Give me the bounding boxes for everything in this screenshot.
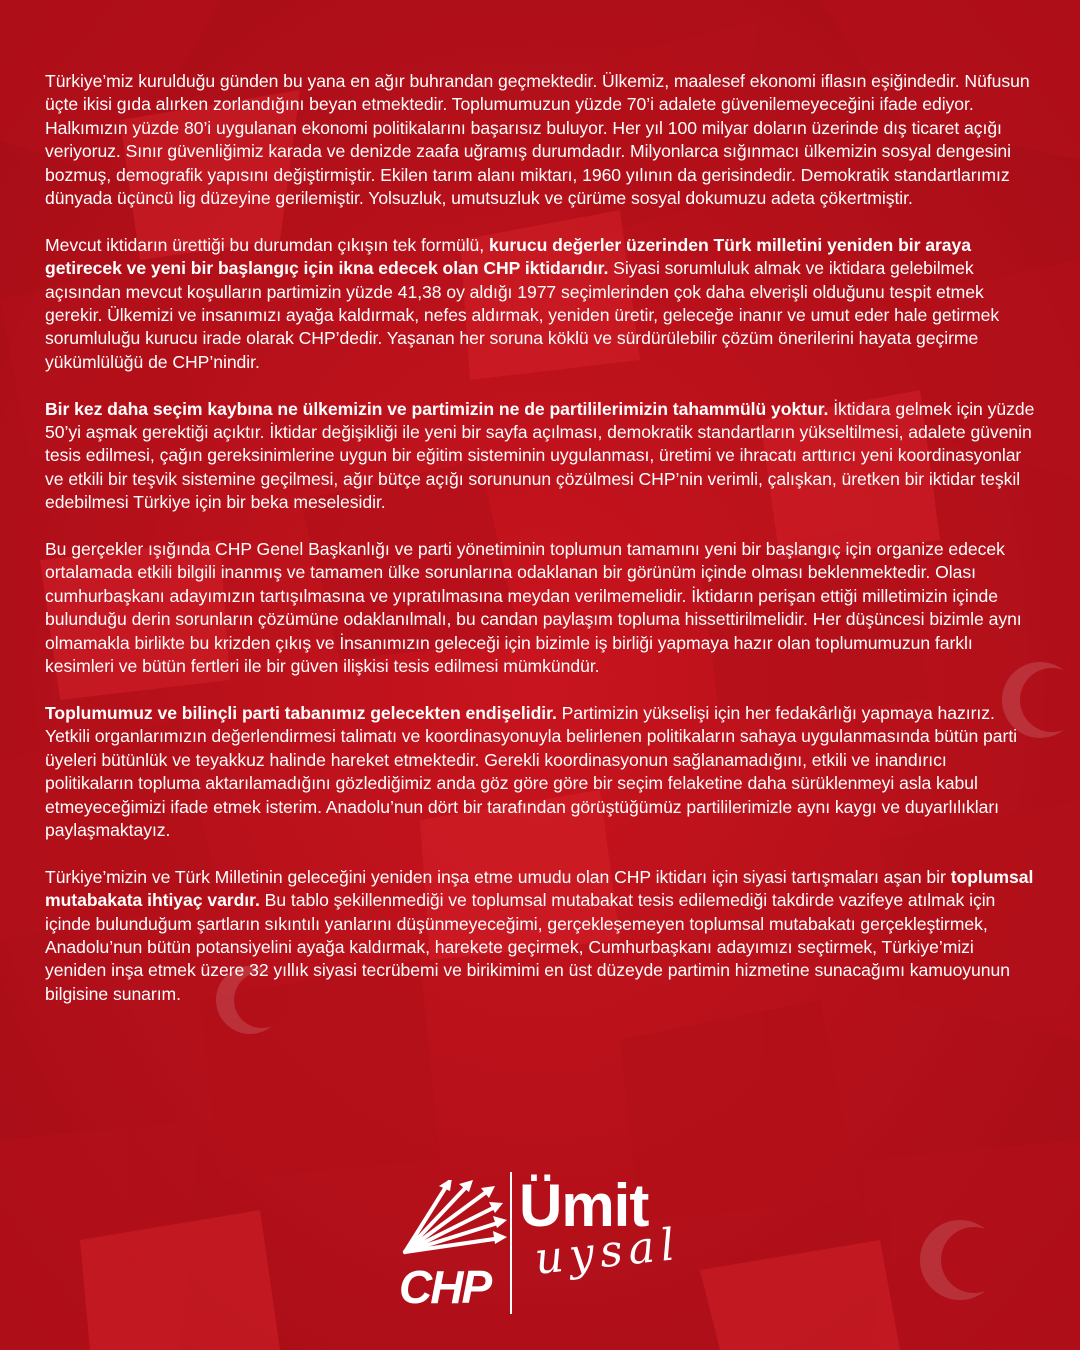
signature-logo <box>395 1172 695 1322</box>
paragraph-1: Türkiye’miz kurulduğu günden bu yana en ağır buhrandan geçmektedir. Ülkemiz, maalesef ekonomi iflasın eşiğindedir. Nüfusun üçte ikisi gıda alırken zorlandığını beyan etmektedir. Toplumumuzun yüzde 70’i adalete güvenilemeyeceğini ifade ediyor. Halkımızın yüzde 80’i uygulanan ekonomi politikalarını başarısız buluyor. Her yıl 100 milyar doların üzerinde dış ticaret açığı veriyoruz. Sınır güvenliğimiz karada ve denizde zaafa uğramış durumdadır. Milyonlarca sığınmacı ülkemizin sosyal dengesini bozmuş, demografik yapısını değiştirmiştir. Ekilen tarım alanı miktarı, 1960 yılının da gerisindedir. Demokratik standartlarımız dünyada üçüncü lig düzeyine gerilemiştir. Yolsuzluk, umutsuzluk ve çürüme sosyal dokumuzu adeta çökertmiştir. <box>45 71 1030 209</box>
paragraph-5: Toplumumuz ve bilinçli parti tabanımız gelecekten endişelidir. Partimizin yükselişi için her fedakârlığı yapmaya hazırız. Yetkili organlarımızın değerlendirmesi talimatı ve koordinasyonuyla belirlenen politikaların sahaya uygulanmasında bütün parti üyeleri bütünlük ve teyakkuz halinde hareket etmektedir. Gerekli koordinasyonun sağlanamadığını, etkili ve inandırıcı politikaların topluma aktarılamadığını gözlediğimiz anda göz göre göre bir seçim felaketine daha sürüklenmeyi asla kabul etmeyeceğimizi ifade etmek isterim. Anadolu’nun dört bir tarafından görüştüğümüz partililerimizle aynı kaygı ve duyarlılıkları paylaşmaktayız. <box>45 702 1018 840</box>
chp-wordmark: CHP <box>399 1261 491 1313</box>
logo-divider <box>510 1172 512 1314</box>
paragraph-6: Türkiye’mizin ve Türk Milletinin geleceğini yeniden inşa etme umudu olan CHP iktidarı için siyasi tartışmaları aşan bir toplumsal mutabakata ihtiyaç vardır. Bu tablo şekillenmediği ve toplumsal mutabakat tesis edilemediği takdirde vazifeye atılmak için içinde bulunduğum şartların sıkıntılı yanlarını düşünmeyeceğimi, gerçekleşemeyen toplumsal mutabakatı gerçekleştirmek, Anadolu’nun bütün potansiyelini ayağa kaldırmak, harekete geçirmek, Cumhurbaşkanı adayımızı seçtirmek, Türkiye’mizi yeniden inşa etmek üzere 32 yıllık siyasi tecrübemi ve birikimimi en üst düzeyde partimin hizmetine sunacağımı kamuoyunun bilgisine sunarım. <box>45 866 1034 1004</box>
statement-text <box>45 70 1035 1030</box>
chp-six-arrows-icon <box>397 1180 507 1260</box>
signature-last-name: uysal <box>532 1218 683 1285</box>
paragraph-4: Bu gerçekler ışığında CHP Genel Başkanlığı ve parti yönetiminin toplumun tamamını yeni bir başlangıç için organize edecek ortalamada etkili bilgili inanmış ve tamamen ülke sorunlarına odaklanan bir görünüm içinde olması beklenmektedir. Olası cumhurbaşkanı adayımızın tartışılmasına ve yıpratılmasına meydan verilmemelidir. İktidarın perişan ettiği milletimizin içinde bulunduğu derin sorunların çözümüne odaklanılmalı, bu candan paylaşım topluma hissettirilmelidir. Her düşüncesi bizimle aynı olmamakla birlikte bu krizden çıkış ve İnsanımızın geleceği için bizimle iş birliği yapmaya hazır olan toplumumuzun farklı kesimleri ve bütün fertleri ile bir güven ilişkisi tesis edilmesi mümkündür. <box>45 539 1022 677</box>
paragraph-2: Mevcut iktidarın ürettiği bu durumdan çıkışın tek formülü, kurucu değerler üzerinden Türk milletini yeniden bir araya getirecek ve yeni bir başlangıç için ikna edecek olan CHP iktidarıdır. Siyasi sorumluluk almak ve iktidara gelebilmek açısından mevcut koşulların partimizin yüzde 41,38 oy aldığı 1977 seçimlerinden çok daha elverişli olduğunu tespit etmek gerekir. Ülkemizi ve insanımızı ayağa kaldırmak, nefes aldırmak, yeniden üretir, geleceğe inanır ve umut eder hale getirmek sorumluluğu kurucu irade olarak CHP’dedir. Yaşanan her soruna köklü ve sürdürülebilir çözüm önerilerini hayata geçirme yükümlülüğü de CHP’nindir. <box>45 234 1000 372</box>
paragraph-3: Bir kez daha seçim kaybına ne ülkemizin ve partimizin ne de partililerimizin tahammülü yoktur. İktidara gelmek için yüzde 50’yi aşmak gerektiği açıktır. İktidar değişikliği ile yeni bir sayfa açılması, demokratik standartların yükseltilmesi, adalete güvenin tesis edilmesi, çağın gereksinimlerine uygun bir eğitim sisteminin uygulanması, üretimi ve ihracatı arttırıcı yeni koordinasyonlar ve etkili bir teşvik sistemine geçilmesi, ağır bütçe açığı sorununun çözülmesi CHP’nin verimli, çalışkan, üretken bir iktidar teşkil edebilmesi Türkiye için bir beka meselesidir. <box>45 398 1035 513</box>
signature-first-name: Ümit <box>519 1172 649 1239</box>
